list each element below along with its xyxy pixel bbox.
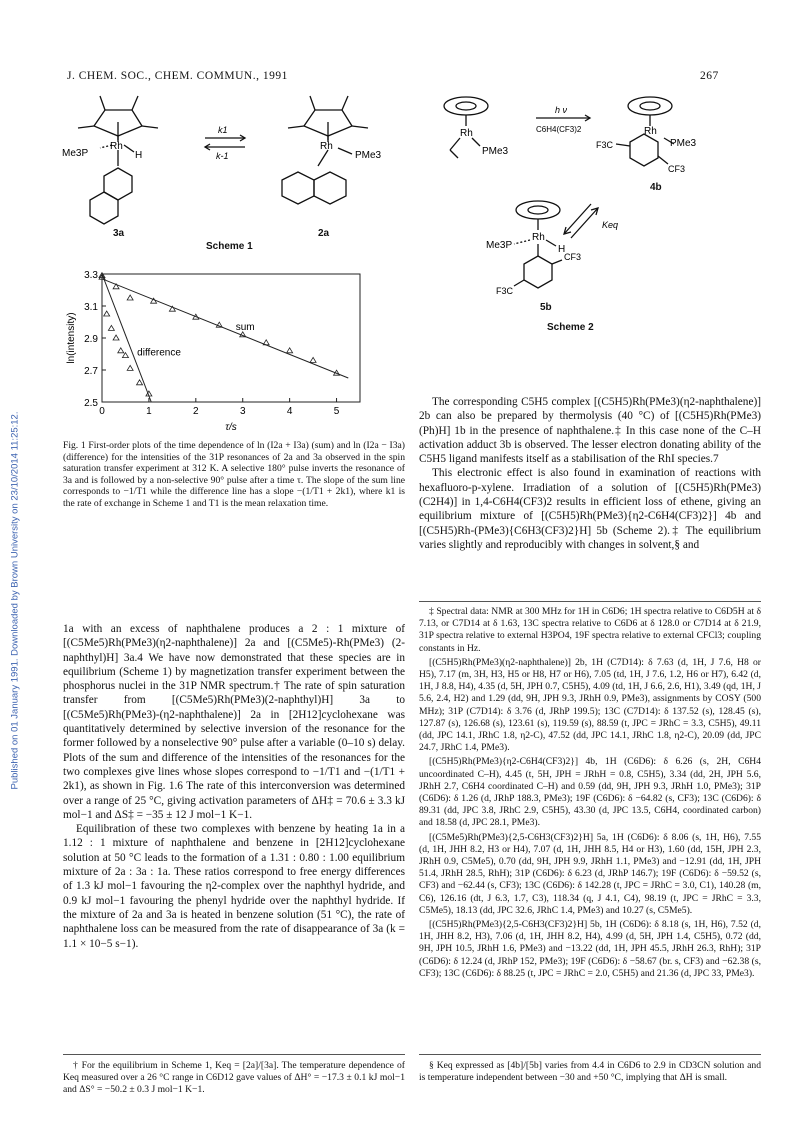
data-point-sum	[113, 284, 119, 289]
x-tick-label: 3	[239, 406, 246, 417]
footnote-paragraph: [(C5Me5)Rh(PMe3){2,5-C6H3(CF3)2}H] 5a, 1H (C6D6): δ 8.06 (s, 1H, H6), 7.55 (d, 1H, JHH 8.2, H3 or H4), 7.07 (d, 1H, JHH 8.5, H4 or H3), 1.60 (dd, 15H, JPH 2.3, JRhH 0.9, C5Me5), 0.70 (dd, 9H, JPH 9.9, JRhH 1.1, PMe3) and −12.91 (dd, 1H, JPH 51.4, JRhH 28.5, RhH); 31P (C6D6): δ 6.23 (d, JRhP 146.7); 19F (C6D6): δ −59.52 (s, CF3) and −62.44 (s, CF3); 13C (C6D6): δ 142.28 (t, JPC = JRhC = 3.0, C1), 140.28 (m, C6), 126.16 (dt, J 6.3, 1.7, C3), 118.34 (q, J 4.1, C4), 98.19 (t, JPC = JRhC = 3.3, C5Me5), 18.13 (dd, JPC 32.6, JRhC 1.4, PMe3) and 10.27 (s, C5Me5).	[419, 831, 761, 916]
f3c-label-5b: F3C	[496, 286, 514, 296]
data-point-sum	[169, 306, 175, 311]
x-tick-label: 2	[193, 406, 199, 417]
right-column	[419, 395, 761, 552]
data-point-sum	[287, 348, 293, 353]
solvent-label: C6H4(CF3)2	[536, 125, 582, 134]
body-paragraph: This electronic effect is also found in examination of reactions with hexafluoro-p-xylene. Irradiation of a solution of [(C5H5)Rh(PMe3)(C2H4)] in 1,4-C6H4(CF3)2 results in efficient loss of ethene, giving an equilibrium mixture of [(C5H5)Rh(PMe3){η2-C6H4(CF3)2}] 4b and [(C5H5)Rh-(PMe3){C6H3(CF3)2}H] 5b (Scheme 2).‡ The equilibrium varies slightly and reproducibly with changes in solvent,§ and	[419, 467, 761, 551]
rh-label-s2c: Rh	[532, 232, 545, 243]
y-tick-label: 2.9	[84, 334, 98, 345]
scheme-2-title: Scheme 2	[547, 322, 594, 333]
pme3-label-s2a: PMe3	[482, 146, 509, 157]
k1-label: k1	[218, 125, 228, 135]
keq-label: Keq	[602, 220, 619, 230]
pme3-label: PMe3	[355, 150, 382, 161]
hv-label: h ν	[555, 105, 568, 115]
rh-label-right: Rh	[320, 141, 333, 152]
x-axis-label: τ/s	[225, 422, 237, 433]
page-number: 267	[700, 70, 719, 82]
fit-line-sum	[102, 279, 348, 378]
data-point-sum	[310, 357, 316, 362]
y-tick-label: 2.7	[84, 366, 98, 377]
series-label-difference: difference	[137, 347, 181, 359]
data-point-difference	[127, 365, 133, 370]
x-tick-label: 4	[286, 406, 293, 417]
footnote-section: § Keq expressed as [4b]/[5b] varies from 4.4 in C6D6 to 2.9 in CD3CN solution and is temperature independent between −30 and +50 °C, implying that ΔH is small.	[419, 1060, 761, 1084]
fig-1-caption: Fig. 1 First-order plots of the time dependence of ln (I2a + I3a) (sum) and ln (I2a − I3a) (difference) for the intensities of the 31P resonances of 2a and 3a observed in the spin saturation transfer experiment at 312 K. A selective 180° pulse inverts the resonance of 3a and is followed by a non-selective 90° pulse after a time τ. The slope of the sum line corresponds to −1/T1 while the difference line has a slope −(1/T1 + 2k1), where k1 is the rate of exchange in Scheme 1 and T1 is the mean relaxation time.	[63, 440, 405, 509]
scheme-2-drawing	[418, 88, 763, 313]
plot-frame	[102, 274, 360, 402]
compound-4b-label: 4b	[650, 182, 662, 193]
y-tick-label: 3.3	[84, 270, 98, 281]
body-paragraph: 1a with an excess of naphthalene produces a 2 : 1 mixture of [(C5Me5)Rh(PMe3)(η2-naphthalene)] 2a and [(C5Me5)-Rh(PMe3) (2-naphthyl)H] 3a.4 We have now demonstrated that these species are in equilibrium (Scheme 1) by magnetization transfer experiment between the phosphorus nuclei in the 31P NMR spectrum.† The rate of spin saturation transfer from [(C5Me5)Rh(PMe3)(2-naphthyl)H] 3a to [(C5Me5)Rh(PMe3)-(η2-naphthalene)] 2a in [2H12]cyclohexane was quantitatively determined by selective inversion of the resonance for the former followed by a nonselective 90° pulse after a variable (0–10 s) delay. Plots of the sum and difference of the intensities of the resonances for the two complexes give lines whose slopes correspond to −1/T1 and −(1/T1 + 2k1), as shown in Fig. 1.6 The rate of this interconversion was determined over a range of 25 °C, giving activation parameters of ΔH‡ = 70.6 ± 3.3 kJ mol−1 and ΔS‡ = −35 ± 12 J mol−1 K−1.	[63, 623, 405, 821]
footnote-rule	[63, 1054, 405, 1055]
footnote-paragraph: [(C5H5)Rh(PMe3){η2-C6H4(CF3)2}] 4b, 1H (C6D6): δ 6.26 (s, 2H, C6H4 uncoordinated C–H), 4.45 (t, 5H, JPH = JRhH = 0.8, C5H5), 3.34 (dd, 2H, JPH 5.6, JRhH 2.7, C6H4 coordinated C–H) and 0.59 (dd, 9H, JPH 9.3, JRhH 1.0, PMe3); 31P (C6D6): δ 1.26 (d, JRhP 188.3, PMe3); 19F (C6D6): δ −64.82 (s, CF3); 13C (C6D6): δ 89.31 (dd, JPC 3.8, JRhC 2.9, C5H5), 43.30 (d, JPC 13.5, C6H4, coordinated carbon) and 18.58 (d, JPC 28.1, PMe3).	[419, 756, 761, 829]
cf3-label-5b: CF3	[564, 252, 582, 262]
x-tick-label: 5	[333, 406, 340, 417]
left-column	[63, 622, 405, 951]
rh-label-s2b: Rh	[644, 126, 657, 137]
y-tick-label: 3.1	[84, 302, 98, 313]
data-point-difference	[137, 380, 143, 385]
compound-2a-label: 2a	[318, 228, 330, 239]
rh-label-s2a: Rh	[460, 128, 473, 139]
rh-label-left: Rh	[110, 141, 123, 152]
f3c-label-4b: F3C	[596, 140, 614, 150]
data-point-sum	[263, 340, 269, 345]
footnote-paragraph: ‡ Spectral data: NMR at 300 MHz for 1H in C6D6; 1H spectra relative to C6D5H at δ 7.13, or C7D14 at δ 1.63, 13C spectra relative to C6D6 at δ 128.0 or C7D14 at δ 21.9, 31P spectra relative to external H3PO4, 19F spectra relative to external CFCl3; coupling constants in Hz.	[419, 606, 761, 654]
fig-1-chart	[60, 262, 370, 437]
download-watermark: Published on 01 January 1991. Downloaded by Brown University on 23/10/2014 11:25:12.	[9, 411, 21, 790]
data-point-difference	[113, 335, 119, 340]
x-tick-label: 0	[99, 406, 105, 417]
body-paragraph: The corresponding C5H5 complex [(C5H5)Rh(PMe3)(η2-naphthalene)] 2b can also be prepared by thermolysis (40 °C) of [(C5H5)Rh(PMe3)(Ph)H] 1b in the presence of naphthalene.‡ In this case none of the C–H activation adduct 3b is observed. The lesser electron donating ability of the C5H5 ligand manifests itself as a stabilisation of the RhI species.7	[419, 396, 761, 466]
data-point-difference	[108, 325, 114, 330]
k-1-label: k-1	[216, 151, 229, 161]
fit-line-difference	[102, 274, 151, 402]
y-axis-label: ln(intensity)	[66, 312, 77, 364]
data-point-sum	[127, 295, 133, 300]
scheme-1-title: Scheme 1	[206, 241, 253, 252]
me3p-label-s2c: Me3P	[486, 240, 513, 251]
data-point-difference	[104, 311, 110, 316]
compound-5b-label: 5b	[540, 302, 552, 313]
series-label-sum: sum	[235, 322, 255, 333]
data-point-difference	[122, 353, 128, 358]
y-tick-label: 2.5	[84, 398, 98, 409]
running-header: J. CHEM. SOC., CHEM. COMMUN., 1991	[67, 70, 288, 82]
footnote-dagger: † For the equilibrium in Scheme 1, Keq = [2a]/[3a]. The temperature dependence of Keq measured over a 26 °C range in C6D12 gave values of ΔH° = −17.3 ± 0.1 kJ mol−1 and ΔS° = −50.2 ± 0.3 J mol−1 K−1.	[63, 1060, 405, 1096]
h-label-s2c: H	[558, 244, 566, 255]
h-label: H	[135, 150, 143, 161]
pme3-label-s2b: PMe3	[670, 138, 697, 149]
compound-3a-label: 3a	[113, 228, 125, 239]
me3p-label: Me3P	[62, 148, 89, 159]
body-paragraph: Equilibration of these two complexes with benzene by heating 1a in a 1.12 : 1 mixture of naphthalene and benzene in [2H12]cyclohexane solution at 50 °C leads to the formation of a 1.31 : 0.80 : 1.00 equilibrium mixture of 2a : 3a : 1a. These ratios correspond to free energy differences of 1.3 kJ mol−1 favouring the η2-complex over the naphthyl hydride, and 0.9 kJ mol−1 favouring the phenyl hydride over the naphthyl hydride. If the mixture of 2a and 3a is heated in benzene solution (51 °C), the rate of naphthalene loss can be measured from the rate of disappearance of 3a (k = 1.1 × 10−5 s−1).	[63, 823, 405, 950]
footnote-rule	[419, 601, 761, 602]
cf3-label-4b: CF3	[668, 164, 686, 174]
footnote-paragraph: [(C5H5)Rh(PMe3){2,5-C6H3(CF3)2}H] 5b, 1H (C6D6): δ 8.18 (s, 1H, H6), 7.52 (d, 1H, JHH 8.2, H3), 7.06 (d, 1H, JHH 8.2, H4), 4.99 (d, 5H, JPH 1.4, C5H5), 0.72 (dd, 9H, JPH 10.5, JRhH 1.6, PMe3) and −13.22 (dd, 1H, JPH 45.5, JRhH 26.3, RhH); 31P (C6D6): δ 12.24 (d, JRhP 152, PMe3); 19F (C6D6): δ −58.67 (br. s, CF3) and −62.38 (s, CF3); 13C (C6D6): δ 88.25 (t, JPC = JRhC = 2.0, C5H5) and 21.36 (d, JPC 33, PMe3).	[419, 919, 761, 979]
footnote-paragraph: [(C5H5)Rh(PMe3)(η2-naphthalene)] 2b, 1H (C7D14): δ 7.63 (d, 1H, J 7.6, H8 or H5), 7.17 (m, 3H, H3, H5 or H8, H7 or H6), 7.05 (td, 1H, J 7.6, 1.2, H6 or H7), 6.42 (d, 1H, J 8.8, H4), 4.35 (d, 5H, JPH 0.7, C5H5), 4.09 (td, 1H, J 6.6, 2.6, H1), 3.49 (qd, 1H, J 5.6, 2.4, H2) and 1.29 (dd, 9H, JPH 9.3, JRhH 0.9, PMe3), assignments by COSY (500 MHz); 31P (C7D14): δ 3.76 (d, JRhP 199.5); 13C (C7D14): δ 137.52 (s), 128.45 (s), 127.87 (s), 126.68 (s), 123.61 (s), 119.59 (s), 88.59 (t, JPC = JRhC = 3.3, C5H5), 49.11 (dd, JPC 14.1, JRhC 1.8, η2-C), 47.52 (dd, JPC 14.1, JRhC 1.8, η2-C), 20.09 (dd, JPC 24.7, JRhC 1.4, PMe3).	[419, 656, 761, 754]
footnote-spectral-data	[419, 606, 761, 982]
data-point-difference	[118, 348, 124, 353]
x-tick-label: 1	[146, 406, 152, 417]
footnote-rule	[419, 1054, 761, 1055]
